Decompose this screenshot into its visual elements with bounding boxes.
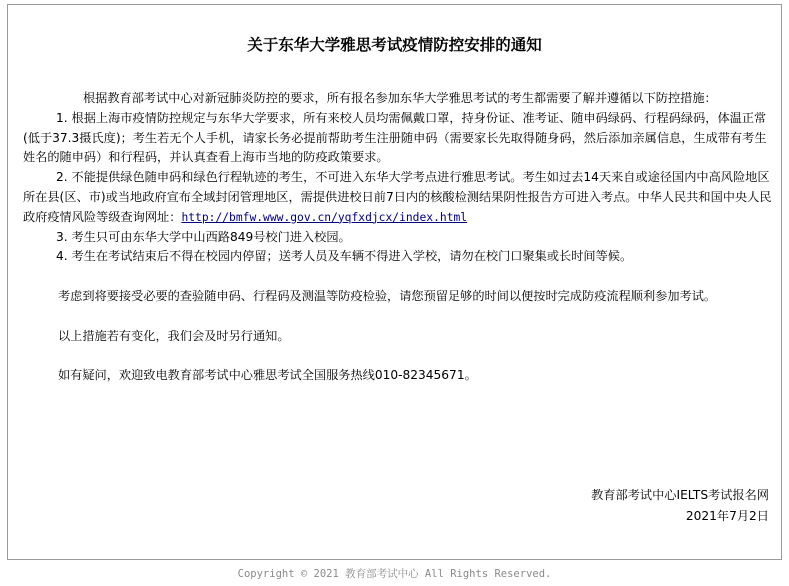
notice-panel	[7, 4, 782, 560]
copyright-footer: Copyright © 2021 教育部考试中心 All Rights Reserved.	[237, 568, 552, 580]
notice-intro: 根据教育部考试中心对新冠肺炎防控的要求，所有报名参加东华大学雅思考试的考生都需要了解并遵循以下防控措施：	[83, 91, 717, 105]
measure-item-2	[23, 168, 775, 227]
check-paragraph: 考虑到将要接受必要的查验随申码、行程码及测温等防疫检验，请您预留足够的时间以便按时完成防疫流程顺利参加考试。	[58, 288, 717, 303]
measure-item-3: 3. 考生只可由东华大学中山西路849号校门进入校园。	[56, 229, 351, 244]
notice-body	[23, 89, 775, 386]
spacer	[23, 267, 775, 287]
signature-date: 2021年7月2日	[685, 509, 769, 523]
spacer	[23, 346, 775, 366]
measure-item-1: 1. 根据上海市疫情防控规定与东华大学要求，所有来校人员均需佩戴口罩，持身份证、准考证、随申码绿码、行程码绿码，体温正常(低于37.3摄氏度)；考生若无个人手机，请家长务必提前帮助考生注册随申码（需要家长先取得随身码，然后添加亲属信息，生成带有考生姓名的随申码）和行程码，并认真查看上海市当地的防疫政策要求。	[23, 110, 767, 165]
change-paragraph: 以上措施若有变化，我们会及时另行通知。	[58, 328, 290, 343]
contact-paragraph: 如有疑问，欢迎致电教育部考试中心雅思考试全国服务热线010-82345671。	[58, 368, 477, 383]
signature-org: 教育部考试中心IELTS考试报名网	[591, 488, 769, 502]
spacer	[23, 307, 775, 327]
measure-item-2-text: 2. 不能提供绿色随申码和绿色行程轨迹的考生，不可进入东华大学考点进行雅思考试。考生如过去14天来自或途径国内中高风险地区所在县(区、市)或当地政府宣布全域封闭管理地区，需提供进校日前7日内的核酸检测结果阴性报告方可进入考点。中华人民共和国中央人民政府疫情风险等级查询网址：	[23, 170, 772, 224]
notice-title: 关于东华大学雅思考试疫情防控安排的通知	[247, 36, 542, 54]
risk-level-query-link[interactable]: http://bmfw.www.gov.cn/yqfxdjcx/index.html	[181, 210, 468, 224]
signature-block	[591, 485, 769, 527]
measure-item-4: 4. 考生在考试结束后不得在校园内停留；送考人员及车辆不得进入学校，请勿在校门口聚集或长时间等候。	[56, 249, 633, 264]
